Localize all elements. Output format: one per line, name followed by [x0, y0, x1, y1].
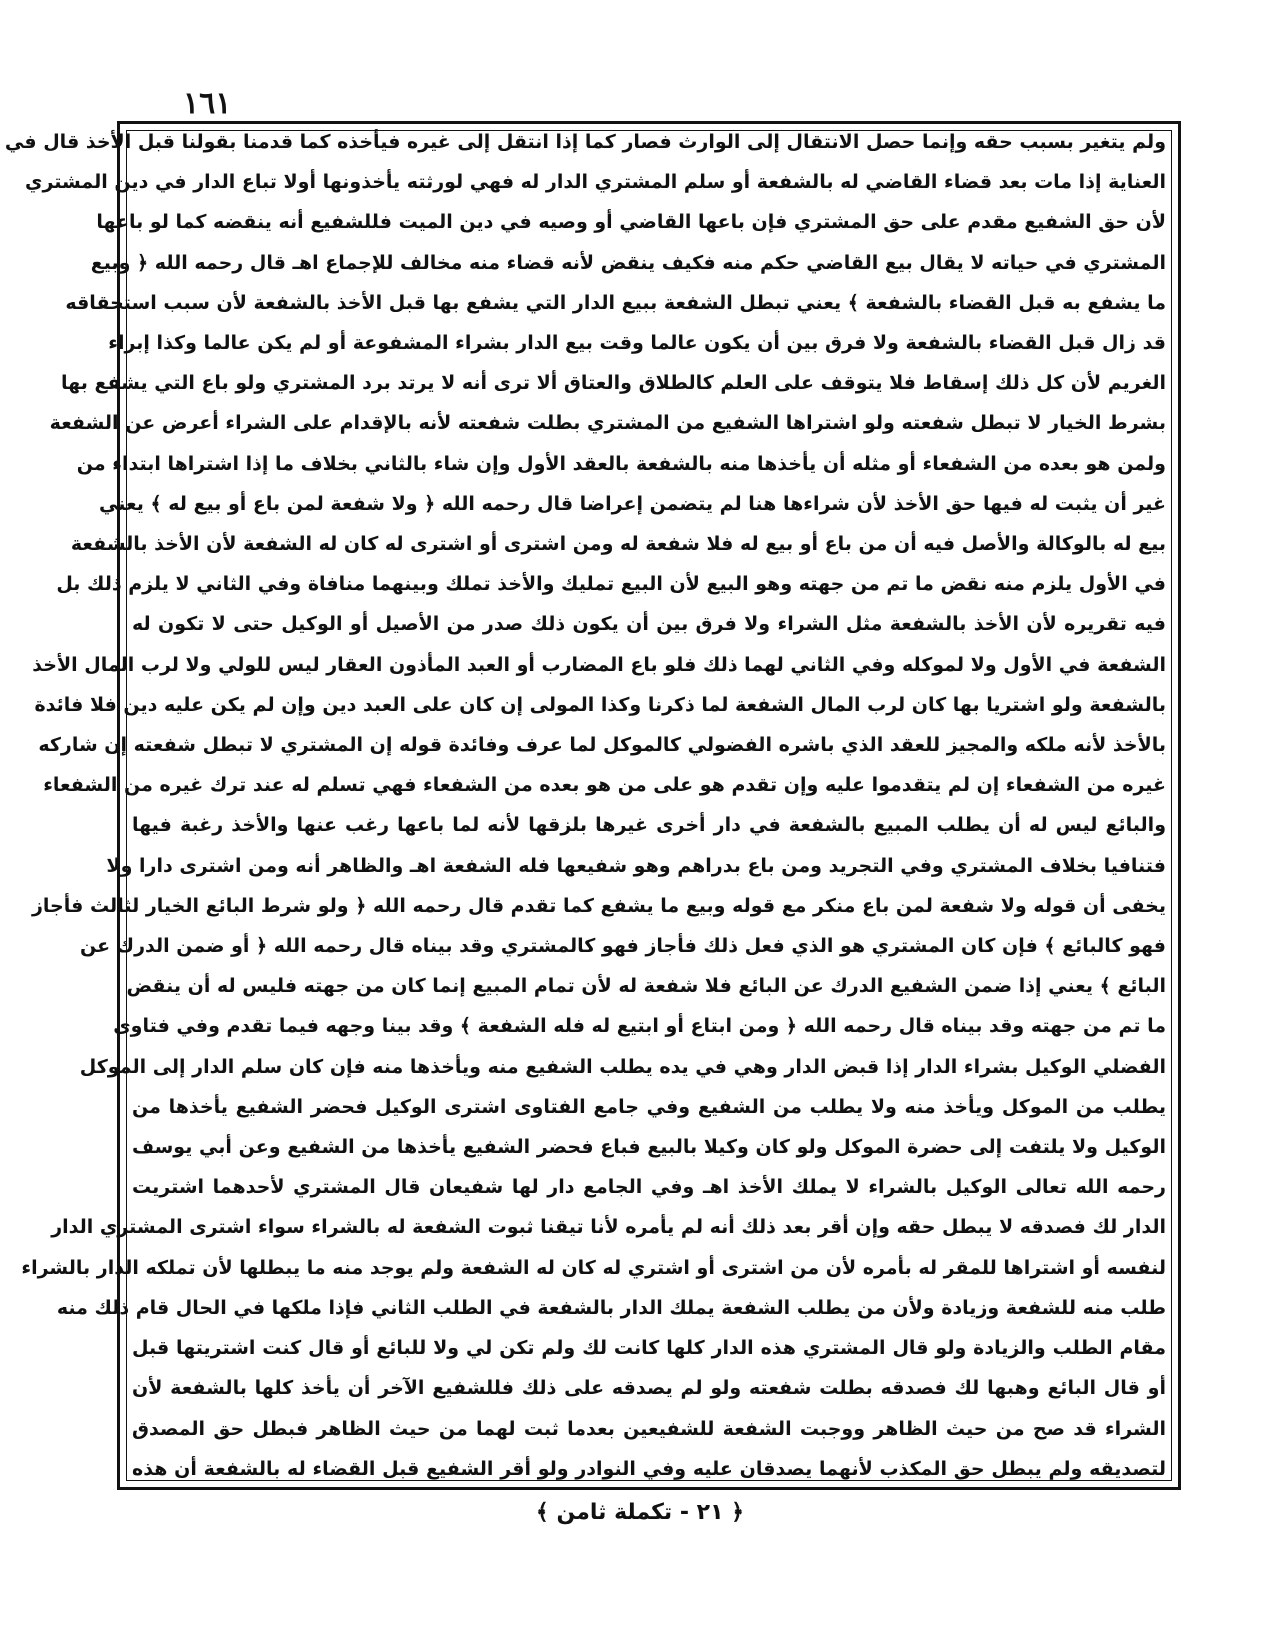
text-line: لتصديقه ولم يبطل حق المكذب لأنهما يصدقان عليه وفي النوادر ولو أقر الشفيع قبل القضاء له بالشفعة أن هذه [132, 1457, 1166, 1480]
text-line: ولمن هو بعده من الشفعاء أو مثله أن يأخذها منه بالشفعة بالعقد الأول وإن شاء بالثاني بخلاف ما إذا اشتراها ابتداء من [76, 452, 1166, 475]
text-line: البائع ﴾ يعني إذا ضمن الشفيع الدرك عن البائع فلا شفعة له لأن تمام المبيع إنما كان من جهته فليس له أن ينقض [126, 975, 1166, 998]
text-line: الدار لك فصدقه لا يبطل حقه وإن أقر بعد ذلك أنه لم يأمره لأنا تيقنا ثبوت الشفعة له بالشراء سواء اشترى المشتري الدار [51, 1216, 1166, 1239]
text-line: ما يشفع به قبل القضاء بالشفعة ﴾ يعني تبطل الشفعة ببيع الدار التي يشفع بها قبل الأخذ بالشفعة لأن سبب استحقاقه [65, 291, 1166, 314]
text-line: المشتري في حياته لا يقال بيع القاضي حكم منه فكيف ينقض لأنه قضاء منه مخالف للإجماع اهـ قال رحمه الله ﴿ وبيع [90, 251, 1166, 274]
text-line: لأن حق الشفيع مقدم على حق المشتري فإن باعها القاضي أو وصيه في دين الميت فللشفيع أنه ينقضه كما لو باعها [96, 211, 1166, 234]
text-line: يطلب من الموكل ويأخذ منه ولا يطلب من الشفيع وفي جامع الفتاوى اشترى الوكيل فحضر الشفيع يأخذها من [132, 1095, 1166, 1118]
text-line: فتنافيا بخلاف المشتري وفي التجريد ومن باع بدراهم وهو شفيعها فله الشفعة اهـ والظاهر أنه ومن اشترى دارا ولا [106, 854, 1166, 877]
text-line: بشرط الخيار لا تبطل شفعته ولو اشتراها الشفيع من المشتري بطلت شفعته لأنه بالإقدام على الشراء أعرض عن الشفعة [49, 412, 1166, 435]
text-body [4, 130, 1166, 1481]
text-line: الشراء قد صح من حيث الظاهر ووجبت الشفعة للشفيعين بعدما ثبت لهما من حيث الظاهر فبطل حق المصدق [132, 1417, 1166, 1440]
text-line: والبائع ليس له أن يطلب المبيع بالشفعة في دار أخرى غيرها بلزقها لأنه لما باعها رغب عنها والأخذ رغبة فيها [132, 814, 1166, 837]
text-line: غيره من الشفعاء إن لم يتقدموا عليه وإن تقدم هو على من هو بعده من الشفعاء فهي تسلم له عند ترك غيره من الشفعاء [43, 774, 1166, 797]
text-line: الفضلي الوكيل بشراء الدار إذا قبض الدار وهي في يده يطلب الشفيع منه ويأخذها منه فإن كان سلم الدار إلى الموكل [79, 1055, 1166, 1078]
text-line: فيه تقريره لأن الأخذ بالشفعة مثل الشراء ولا فرق بين أن يكون ذلك صدر من الأصيل أو الوكيل حتى لا تكون له [132, 613, 1166, 636]
text-line: في الأول يلزم منه نقض ما تم من جهته وهو البيع لأن البيع تمليك والأخذ تملك وبينهما منافاة وفي الثاني لا يلزم ذلك بل [56, 573, 1166, 596]
text-line: ولم يتغير بسبب حقه وإنما حصل الانتقال إلى الوارث فصار كما إذا انتقل إلى غيره فيأخذه كما قدمنا بقولنا قبل الأخذ قال في [4, 131, 1166, 153]
text-line: قد زال قبل القضاء بالشفعة ولا فرق بين أن يكون عالما وقت بيع الدار بشراء المشفوعة أو لم يكن عالما وكذا إبراء [108, 332, 1166, 355]
text-line: الوكيل ولا يلتفت إلى حضرة الموكل ولو كان وكيلا بالبيع فباع فحضر الشفيع يأخذها من الشفيع وعن أبي يوسف [132, 1136, 1166, 1159]
text-line: الغريم لأن كل ذلك إسقاط فلا يتوقف على العلم كالطلاق والعتاق ألا ترى أنه لا يرتد برد المشتري ولو باع التي يشفع بها [61, 372, 1166, 395]
text-line: رحمه الله تعالى الوكيل بالشراء لا يملك الأخذ اهـ وفي الجامع دار لها شفيعان قال المشتري لأحدهما اشتريت [132, 1176, 1166, 1199]
text-line: ما تم من جهته وقد بيناه قال رحمه الله ﴿ ومن ابتاع أو ابتيع له فله الشفعة ﴾ وقد بينا وجهه فيما تقدم وفي فتاوى [113, 1015, 1166, 1038]
text-line: العناية إذا مات بعد قضاء القاضي له بالشفعة أو سلم المشتري الدار له فهي لورثته يأخذونها أولا تباع الدار في دين المشتري [25, 171, 1166, 194]
text-line: بيع له بالوكالة والأصل فيه أن من باع أو بيع له فلا شفعة له ومن اشترى أو اشترى له كان له الشفعة لأن الأخذ بالشفعة [70, 533, 1166, 556]
text-line: فهو كالبائع ﴾ فإن كان المشتري هو الذي فعل ذلك فأجاز فهو كالمشتري وقد بيناه قال رحمه الله ﴿ أو ضمن الدرك عن [79, 935, 1166, 958]
text-line: يخفى أن قوله ولا شفعة لمن باع منكر مع قوله وبيع ما يشفع كما تقدم قال رحمه الله ﴿ ولو شرط البائع الخيار لثالث فأجاز [31, 894, 1166, 917]
text-line: مقام الطلب والزيادة ولو قال المشتري هذه الدار كلها كانت لك ولم تكن لي ولا للبائع أو قال كنت اشتريتها قبل [132, 1337, 1166, 1360]
text-line: الشفعة في الأول ولا لموكله وفي الثاني لهما ذلك فلو باع المضارب أو العبد المأذون العقار ليس للولي ولا لرب المال الأخذ [32, 653, 1166, 676]
text-line: غير أن يثبت له فيها حق الأخذ لأن شراءها هنا لم يتضمن إعراضا قال رحمه الله ﴿ ولا شفعة لمن باع أو بيع له ﴾ يعني [99, 492, 1166, 515]
page-number: ١٦١ [183, 86, 232, 121]
text-line: بالأخذ لأنه ملكه والمجيز للعقد الذي باشره الفضولي كالموكل لما عرف وفائدة قوله إن المشتري لا تبطل شفعته إن شاركه [38, 734, 1166, 757]
text-line: بالشفعة ولو اشتريا بها كان لرب المال الشفعة لما ذكرنا وكذا المولى إن كان على العبد دين وإن لم يكن عليه دين فلا فائدة [34, 693, 1166, 716]
text-line: طلب منه للشفعة وزيادة ولأن من يطلب الشفعة يملك الدار بالشفعة في الطلب الثاني فإذا ملكها في الحال قام ذلك منه [56, 1296, 1166, 1319]
signature-mark: ﴿ ٢١ - تكملة ثامن ﴾ [535, 1500, 745, 1525]
text-line: لنفسه أو اشتراها للمقر له بأمره لأن من اشترى أو اشتري له كان له الشفعة ولم يوجد منه ما يبطلها لأن تملكه الدار بالشراء [21, 1256, 1166, 1279]
text-line: أو قال البائع وهبها لك فصدقه بطلت شفعته ولو لم يصدقه على ذلك فللشفيع الآخر أن يأخذ كلها بالشفعة لأن [132, 1377, 1166, 1400]
page-frame [4, 121, 1181, 1490]
